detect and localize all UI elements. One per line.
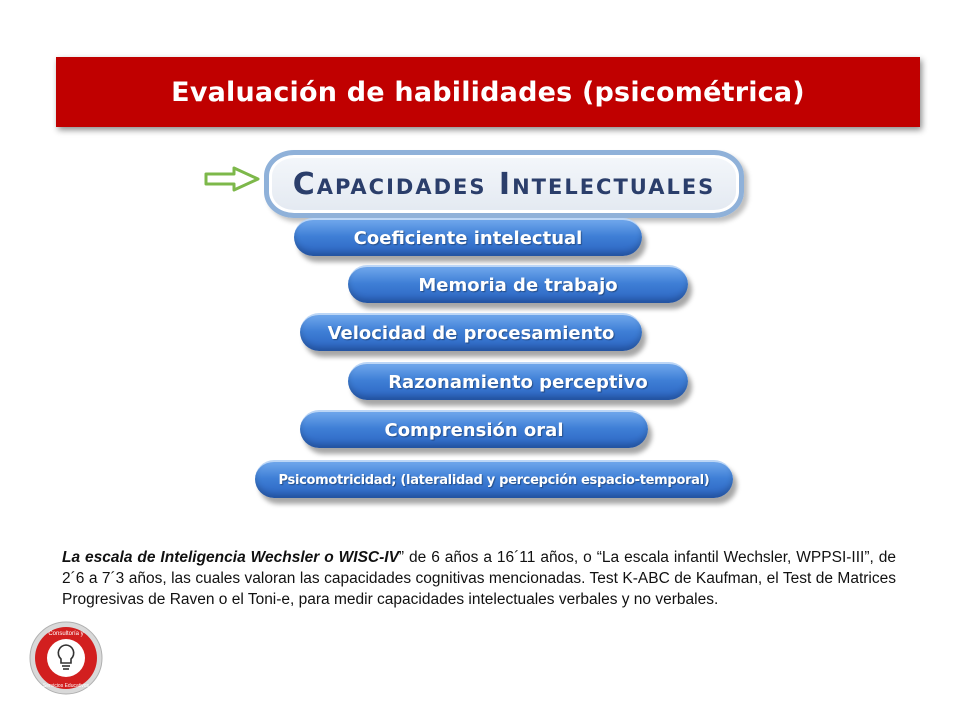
diagram-header-text: Capacidades Intelectuales bbox=[292, 166, 716, 202]
diagram-item bbox=[348, 265, 688, 303]
capacidades-diagram bbox=[200, 140, 760, 510]
arrow-right-icon bbox=[204, 166, 260, 192]
diagram-item-label: Velocidad de procesamiento bbox=[327, 322, 615, 344]
diagram-item bbox=[255, 460, 733, 498]
logo-text-top: Consultoría y bbox=[48, 631, 84, 637]
slide-title: Evaluación de habilidades (psicométrica) bbox=[171, 76, 805, 108]
diagram-item-label: Memoria de trabajo bbox=[418, 274, 618, 296]
diagram-item bbox=[294, 218, 642, 256]
logo-text-bottom: Servicios Educativos bbox=[42, 683, 90, 689]
diagram-item bbox=[348, 362, 688, 400]
diagram-item bbox=[300, 313, 642, 351]
diagram-item bbox=[300, 410, 648, 448]
body-emphasis: La escala de Inteligencia Wechsler o WISC-IV bbox=[62, 548, 399, 566]
diagram-item-label: Comprensión oral bbox=[384, 419, 564, 441]
body-rest: ” de 6 años a 16´11 años, o “La escala infantil Wechsler, WPPSI-III”, de 2´6 a 7´3 años, las cuales valoran las capacidades cognitivas mencionadas. Test K-ABC de Kaufman, el Test de Matrices Progresivas de Raven o el Toni-e, para medir capacidades intelectuales verbales y no verbales. bbox=[62, 548, 896, 608]
diagram-item-label: Psicomotricidad; (lateralidad y percepción espacio-temporal) bbox=[278, 472, 710, 488]
body-paragraph bbox=[62, 547, 896, 610]
diagram-item-label: Razonamiento perceptivo bbox=[388, 371, 648, 393]
diagram-item-label: Coeficiente intelectual bbox=[353, 227, 583, 249]
diagram-header bbox=[264, 150, 744, 218]
consultoria-logo bbox=[28, 620, 104, 696]
title-bar bbox=[56, 57, 920, 127]
